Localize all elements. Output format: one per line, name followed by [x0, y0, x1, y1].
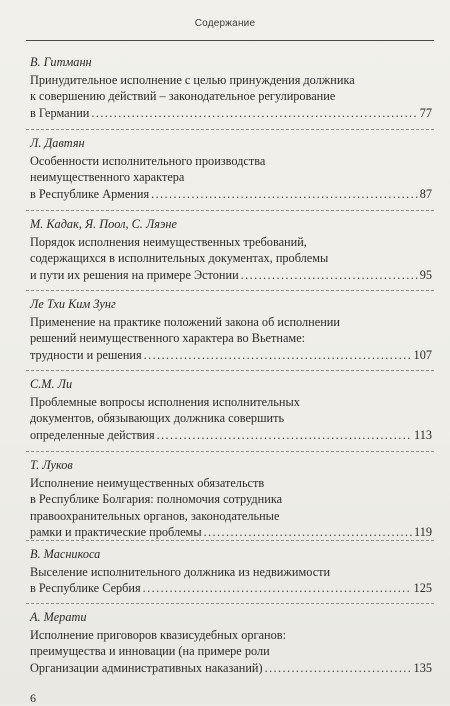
entry-author: Ле Тхи Ким Зунг: [30, 297, 116, 311]
entry-title-last-line: [30, 427, 432, 443]
entry-separator: [26, 210, 434, 211]
entry-author: Л. Давтян: [30, 136, 85, 150]
entry-page-number: 107: [413, 347, 432, 362]
entry-author: М. Кадак, Я. Поол, С. Ляэне: [30, 217, 177, 231]
leader-dots: [204, 524, 412, 540]
entry-title-last-line: [30, 186, 432, 202]
entry-page-number: 113: [414, 427, 432, 442]
leader-dots: [144, 347, 412, 363]
entry-author: Т. Луков: [30, 458, 73, 472]
entry-title-line: решений неимущественного характера во Вьетнаме:: [30, 331, 306, 346]
entry-title-last-line: [30, 267, 432, 283]
entry-title-line: документов, обязывающих должника совершить: [30, 411, 285, 426]
entry-title-last-line: [30, 524, 432, 540]
entry-title-line: Исполнение приговоров квазисудебных органов:: [30, 628, 286, 642]
entry-separator: [26, 370, 434, 371]
entry-title-line: Порядок исполнения неимущественных требований,: [30, 235, 307, 249]
entry-title-line: Особенности исполнительного производства: [30, 154, 266, 168]
toc-entry[interactable]: [30, 297, 432, 363]
leader-dots: [157, 427, 412, 443]
entry-title-line: определенные действия: [30, 427, 155, 442]
entry-title-last-line: [30, 580, 432, 596]
toc-entry[interactable]: [30, 547, 432, 597]
entry-title-line: трудности и решения: [30, 347, 142, 362]
entry-separator: [26, 540, 434, 541]
entry-title-line: в Республике Сербия: [30, 581, 141, 596]
entry-author: А. Мерати: [30, 610, 87, 624]
entry-title-line: в Республике Армения: [30, 186, 150, 201]
page-number: 6: [30, 691, 36, 705]
leader-dots: [151, 186, 418, 202]
leader-dots: [143, 580, 412, 596]
entry-title-last-line: [30, 660, 432, 676]
entry-separator: [26, 451, 434, 452]
entry-title-line: правоохранительных органов, законодательные: [30, 508, 280, 523]
header-rule: [26, 40, 434, 41]
toc-entry[interactable]: [30, 610, 432, 676]
running-header: Содержание: [194, 18, 256, 29]
entry-author: В. Гитманн: [30, 55, 92, 69]
entry-page-number: 119: [414, 524, 432, 539]
entry-separator: [26, 129, 434, 130]
toc-entry[interactable]: [30, 55, 432, 121]
entry-separator: [26, 603, 434, 604]
entry-author: С.М. Ли: [30, 377, 73, 391]
leader-dots: [91, 105, 417, 121]
entry-page-number: 125: [413, 581, 432, 596]
entry-title-line: и пути их решения на примере Эстонии: [30, 267, 239, 282]
toc-entry[interactable]: [30, 377, 432, 443]
entry-title-line: Организации административных наказаний): [30, 660, 263, 675]
leader-dots: [265, 660, 412, 676]
entry-page-number: 77: [419, 105, 432, 120]
entry-title-line: в Республике Болгария: полномочия сотрудника: [30, 492, 283, 507]
entry-author: В. Масникоса: [30, 547, 101, 561]
entry-title-line: Выселение исполнительного должника из недвижимости: [30, 565, 331, 579]
entry-title-line: Исполнение неимущественных обязательств: [30, 476, 265, 490]
entry-title-line: Принудительное исполнение с целью принуждения должника: [30, 73, 355, 87]
entry-title-line: содержащихся в исполнительных документах, проблемы: [30, 251, 329, 266]
leader-dots: [241, 267, 418, 283]
entry-page-number: 135: [413, 660, 432, 675]
entry-title-line: Применение на практике положений закона об исполнении: [30, 315, 340, 329]
entry-title-line: рамки и практические проблемы: [30, 524, 202, 539]
entry-title-last-line: [30, 105, 432, 121]
entry-page-number: 95: [419, 267, 432, 282]
entry-title-line: преимущества и инновации (на примере роли: [30, 644, 270, 659]
toc-entry[interactable]: [30, 458, 432, 540]
entry-page-number: 87: [419, 186, 432, 201]
toc-entry[interactable]: [30, 136, 432, 202]
entry-title-line: Проблемные вопросы исполнения исполнительных: [30, 395, 300, 409]
toc-entry[interactable]: [30, 217, 432, 283]
entry-title-line: в Германии: [30, 105, 90, 120]
entry-title-line: к совершению действий – законодательное регулирование: [30, 89, 336, 104]
entry-title-line: неимущественного характера: [30, 170, 185, 185]
entry-separator: [26, 290, 434, 291]
entry-title-last-line: [30, 347, 432, 363]
